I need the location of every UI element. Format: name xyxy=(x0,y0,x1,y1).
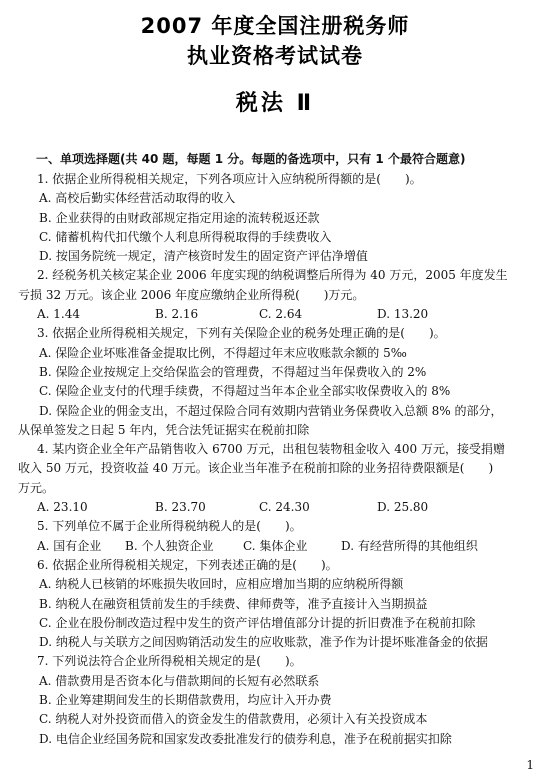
question-stem: 6. 依据企业所得税相关规定，下列表述正确的是( )。 xyxy=(37,557,338,572)
question-stem: 4. 某内资企业全年产品销售收入 6700 万元，出租包装物租金收入 400 万元，接受捐赠 xyxy=(37,442,505,457)
question-stem: 3. 依据企业所得税相关规定，下列有关保险企业的税务处理正确的是( )。 xyxy=(37,326,446,341)
answer-option: B. 企业筹建期间发生的长期借款费用，均应计入开办费 xyxy=(39,693,332,708)
page-number: 1 xyxy=(526,758,534,772)
answer-option: D. 按国务院统一规定，清产核资时发生的固定资产评估净增值 xyxy=(39,249,368,264)
question-stem: 1. 依据企业所得税相关规定，下列各项应计入应纳税所得额的是( )。 xyxy=(37,172,422,186)
question-list xyxy=(18,170,532,749)
answer-option: D. 保险企业的佣金支出，不超过保险合同有效期内营销业务保费收入总额 8% 的部分， xyxy=(39,403,503,418)
answer-option: B. 纳税人在融资租赁前发生的手续费、律师费等，准予直接计入当期损益 xyxy=(39,596,428,611)
answer-option: A. 借款费用是否资本化与借款期间的长短有必然联系 xyxy=(39,673,320,688)
answer-option: A. 国有企业 xyxy=(37,538,102,553)
answer-option: B. 保险企业按规定上交给保监会的管理费，不得超过当年保费收入的 2% xyxy=(39,364,427,379)
answer-option: C. 2.64 xyxy=(259,307,303,322)
question-stem: 7. 下列说法符合企业所得税相关规定的是( )。 xyxy=(37,654,302,669)
answer-option: C. 企业在股份制改造过程中发生的资产评估增值部分计提的折旧费准予在税前扣除 xyxy=(39,615,476,630)
answer-option: B. 2.16 xyxy=(155,307,199,322)
answer-option: C. 24.30 xyxy=(259,500,310,515)
answer-option: B. 企业获得的由财政部规定指定用途的流转税返还款 xyxy=(39,210,320,225)
answer-option: D. 有经营所得的其他组织 xyxy=(341,538,478,553)
answer-option: C. 保险企业支付的代理手续费，不得超过当年本企业全部实收保费收入的 8% xyxy=(39,384,451,399)
answer-options-row xyxy=(18,498,532,517)
answer-option-continued: 从保单签发之日起 5 年内，凭合法凭证据实在税前扣除 xyxy=(18,422,310,437)
answer-option: A. 高校后勤实体经营活动取得的收入 xyxy=(39,191,236,206)
question-stem-continued: 万元。 xyxy=(18,480,55,495)
answer-option: A. 23.10 xyxy=(37,500,88,515)
exam-title-name: 执业资格考试试卷 xyxy=(187,44,363,68)
answer-option: C. 集体企业 xyxy=(243,538,308,553)
answer-option: D. 纳税人与关联方之间因购销活动发生的应收账款，准予作为计提坏账准备金的依据 xyxy=(39,635,488,650)
question-stem-continued: 收入 50 万元，投资收益 40 万元。该企业当年准予在税前扣除的业务招待费限额是( ) xyxy=(18,461,494,476)
question-stem-continued: 亏损 32 万元。该企业 2006 年度应缴纳企业所得税( )万元。 xyxy=(18,287,365,302)
section-heading: 一、单项选择题(共 40 题，每题 1 分。每题的备选项中，只有 1 个最符合题意) xyxy=(36,152,466,166)
answer-option: A. 1.44 xyxy=(37,307,81,322)
answer-option: C. 纳税人对外投资而借入的资金发生的借款费用，必须计入有关投资成本 xyxy=(39,712,428,727)
answer-option: B. 23.70 xyxy=(155,500,206,515)
answer-option: D. 13.20 xyxy=(377,307,429,322)
answer-option: A. 纳税人已核销的坏账损失收回时，应相应增加当期的应纳税所得额 xyxy=(39,577,404,592)
answer-options-row xyxy=(18,537,532,556)
answer-option: C. 储蓄机构代扣代缴个人利息所得税取得的手续费收入 xyxy=(39,229,332,244)
question-stem: 2. 经税务机关核定某企业 2006 年度实现的纳税调整后所得为 40 万元，2005 年度发生 xyxy=(37,268,508,283)
answer-option: D. 25.80 xyxy=(377,500,429,515)
exam-subject-title: 税法 Ⅱ xyxy=(235,91,315,116)
question-stem: 5. 下列单位不属于企业所得税纳税人的是( )。 xyxy=(37,519,302,534)
answer-option: A. 保险企业坏账准备金提取比例，不得超过年末应收账款余额的 5‰ xyxy=(39,345,407,360)
answer-option: D. 电信企业经国务院和国家发改委批准发行的债券利息，准予在税前据实扣除 xyxy=(39,731,452,746)
answer-option: B. 个人独资企业 xyxy=(125,538,214,553)
exam-title-year: 2007 年度全国注册税务师 xyxy=(140,14,410,38)
answer-options-row xyxy=(18,305,532,324)
